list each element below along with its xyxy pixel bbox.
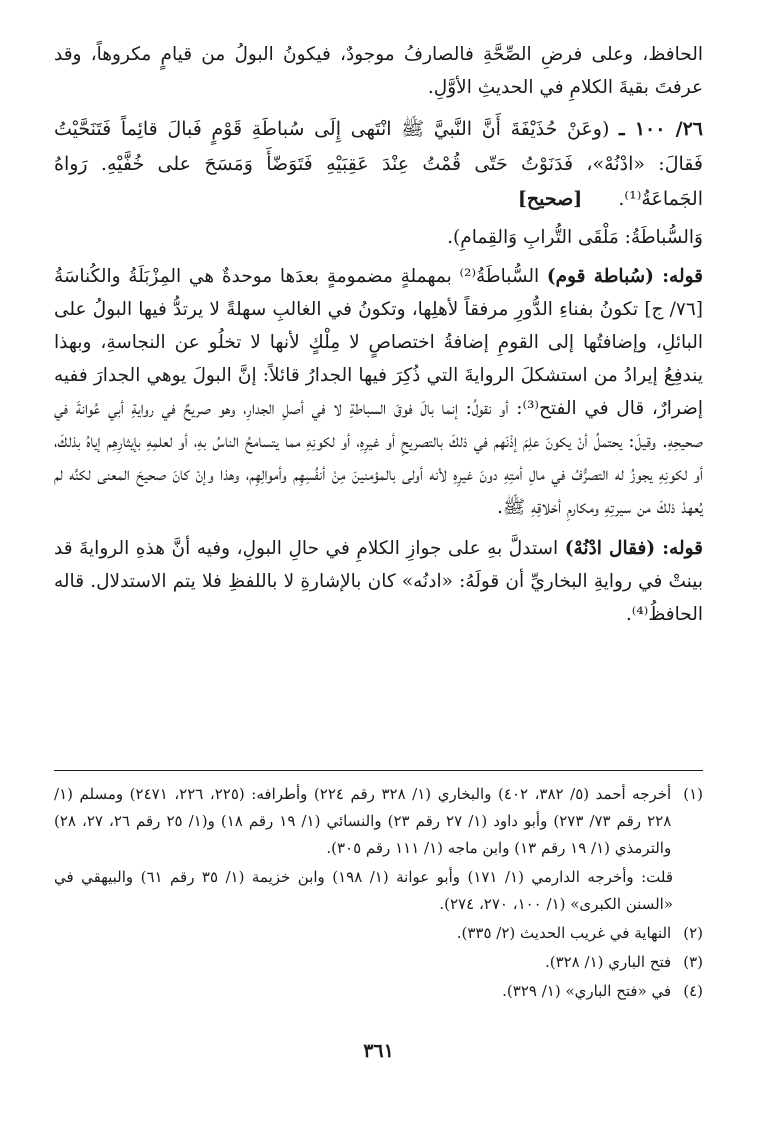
commentary-paragraph-2 (54, 532, 703, 631)
hadith-grade: [صحيح] (517, 188, 583, 210)
footnote-text: قلت: وأخرجه الدارمي (١/ ١٧١) وأبو عوانة (١/ ١٩٨) وابن خزيمة (١/ ٣٥ رقم ٦١) والبيهقي في «السنن الكبرى» (١/ ١٠٠، ٢٧٠، ٢٧٤). (54, 868, 674, 913)
footnote (54, 978, 703, 1005)
hadith-text: (وعَنْ حُذَيْفَةَ أَنَّ النَّبيَّ ﷺ انْتَهى إِلَى سُباطَةِ قَوْمٍ فَبالَ قائِماً فَتَنَحَّيْتُ فَقالَ: «ادْنُهْ»، فَدَنَوْتُ حَتّى قُمْتُ عِنْدَ عَقِبَيْهِ فَتَوَضّأَ وَمَسَحَ على خُفَّيْهِ. رَواهُ الجَماعَةُ⁽¹⁾. (54, 118, 703, 210)
footnote-continuation (54, 864, 703, 918)
hadith-block (54, 112, 703, 217)
footnote-label: (٣) (683, 953, 703, 971)
footnote-text: أخرجه أحمد (٥/ ٣٨٢، ٤٠٢) والبخاري (١/ ٣٢٨ رقم ٢٢٤) وأطرافه: (٢٢٥، ٢٢٦، ٢٤٧١) ومسلم (١/ ٢٢٨ رقم ٧٣/ ٢٧٣) وأبو داود (١/ ٢٧ رقم ٢٣) والنسائي (١/ ١٩ رقم ١٨) و(١/ ٢٥ رقم ٢٦، ٢٧، ٢٨) والترمذي (١/ ١٩ رقم ١٣) وابن ماجه (١/ ١١١ رقم ٣٠٥). (54, 785, 672, 857)
footnote (54, 781, 703, 862)
footnote (54, 949, 703, 976)
footnotes (54, 770, 703, 1007)
footnote-label: (٤) (683, 982, 703, 1000)
commentary-text-2: استدلَّ بهِ على جوازِ الكلامِ في حالِ البولِ، وفيه أنَّ هذهِ الروايةَ قد بينتْ في روايةِ البخاريِّ أن قولَهُ: «ادنُه» كان بالإشارةِ لا باللفظِ فلا يتم الاستدلال. قاله الحافظُ⁽⁴⁾. (54, 538, 703, 625)
commentary-lead: قوله: (سُباطة قوم) (546, 266, 703, 287)
footnote-text: فتح الباري (١/ ٣٢٨). (544, 953, 672, 971)
top-paragraph: الحافظ، وعلى فرضِ الصِّحَّةِ فالصارفُ موجودٌ، فيكونُ البولُ من قيامٍ مكروهاً، وقد عرفتَ بقيةَ الكلامِ في الحديثِ الأوَّلِ. (54, 44, 703, 98)
footnote (54, 920, 703, 947)
hadith-number: ٢٦/ ١٠٠ ـ (619, 118, 703, 140)
footnote-text: في «فتح الباري» (١/ ٣٢٩). (502, 982, 672, 1000)
commentary-lead-2: قوله: (فقال ادْنُهْ) (564, 538, 703, 559)
footnote-label: (٢) (683, 924, 703, 942)
commentary-paragraph (54, 260, 703, 524)
footnote-text: النهاية في غريب الحديث (٢/ ٣٣٥). (456, 924, 672, 942)
commentary-text: السُّباطَةُ⁽²⁾ بمهملةٍ مضمومةٍ بعدَها موحدةٌ هي المِزْبَلَةُ والكُناسَةُ [٧٦/ ج] تكونُ بفناءِ الدُّورِ مرفقاً لأهلِها، وتكونُ في الغالبِ سهلةً لا يرتدُّ فيها البولُ على البائلِ، وإضافتُها إلى القومِ إضافةُ اختصاصٍ لا مِلْكٍ لأنها لا تخلُو عن النجاسةِ، وبهذا يندفِعُ إيرادُ من استشكلَ الروايةَ التي ذُكِرَ فيها الجدارُ قائلاً: إنَّ البولَ يوهي الجدارَ ففيه إضرارٌ، قال في الفتح⁽³⁾: أو نقولُ: إنما بالَ فوقَ السباطةِ لا في أصلِ الجدارِ، وهو صريحٌ في روايةِ أبي عُوانةَ في صحيحِهِ. وقيلَ: يحتملُ أنْ يكونَ علِمَ إذْنَهم في ذلكَ بالتصريحِ أو غيرِهِ، أو لكونِهِ مما يتسامحُ الناسُ بهِ، أو لعلمِهِ بإيثارِهِم إياهُ بذلكَ، أو لكونِهِ يجوزُ له التصرُّفُ في مالِ أمتِهِ دونَ غيرِهِ لأنه أولى بالمؤمنينَ مِنْ أنفُسِهِم وأموالِهِم، وهذا وإنْ كانَ صحيحَ المعنى لكنَّه لم يُعهدْ ذلكَ من سيرتِهِ ومكارمِ أخلاقِهِ ﷺ. (54, 266, 703, 518)
hadith-gloss: وَالسُّباطَةُ: مَلْقَى التُّرابِ وَالقِمامِ). (447, 227, 703, 248)
footnote-label: (١) (683, 785, 703, 803)
page-number: ٣٦١ (363, 1040, 394, 1062)
